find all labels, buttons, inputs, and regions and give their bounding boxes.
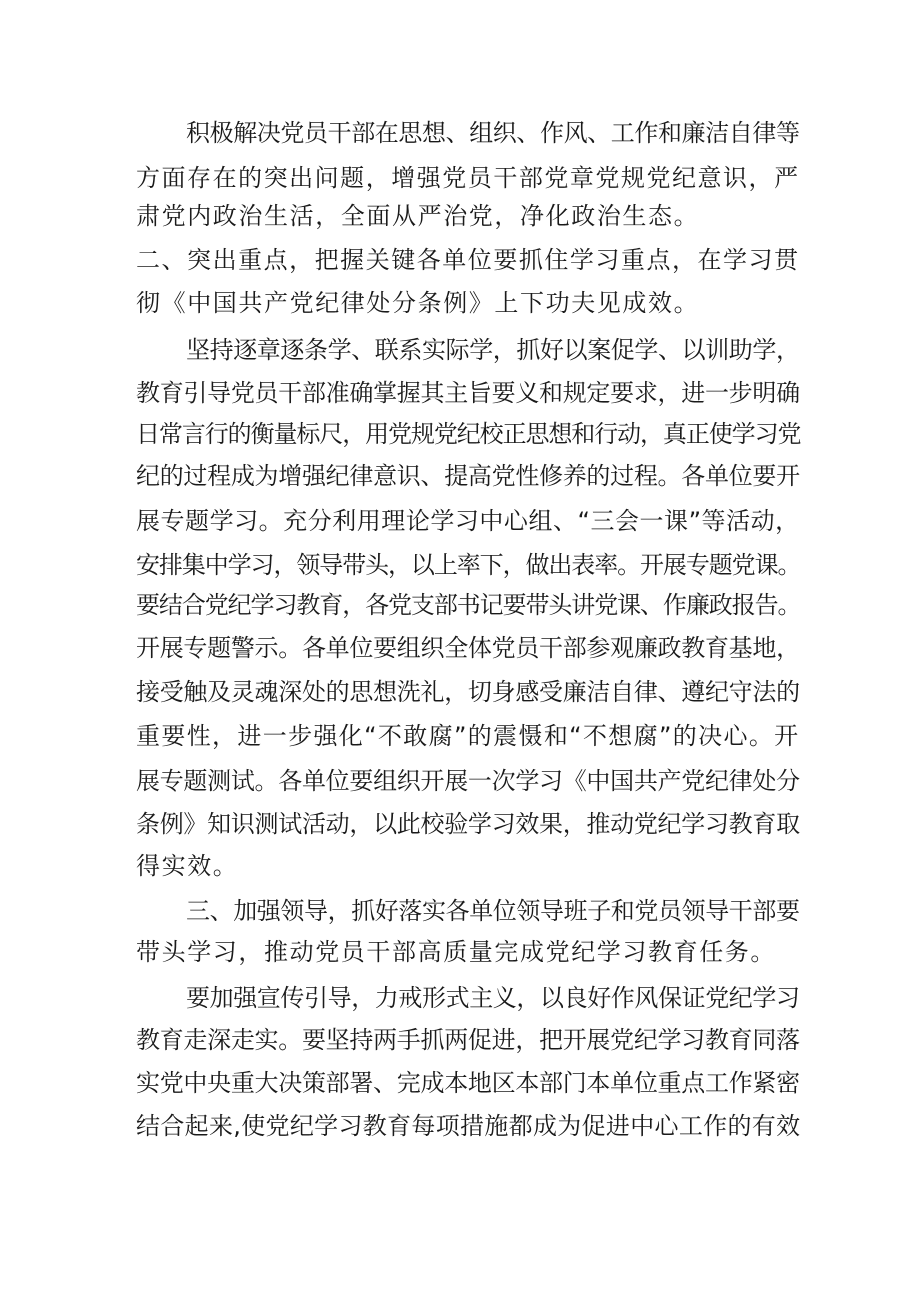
- text-line: 纪的过程成为增强纪律意识、提高党性修养的过程。各单位要开: [136, 462, 800, 490]
- section-heading: 彻《中国共产党纪律处分条例》上下功夫见成效。: [136, 289, 700, 317]
- text-line: 展专题测试。各单位要组织开展一次学习《中国共产党纪律处分: [136, 767, 800, 795]
- section-heading: 带头学习，推动党员干部高质量完成党纪学习教育任务。: [136, 938, 776, 966]
- text-line: 积极解决党员干部在思想、组织、作风、工作和廉洁自律等: [186, 119, 800, 147]
- text-line: 肃党内政治生活，全面从严治党，净化政治生态。: [136, 202, 700, 230]
- text-line: 安排集中学习，领导带头，以上率下，做出表率。开展专题党课。: [136, 551, 801, 579]
- text-line: 接受触及灵魂深处的思想洗礼，切身感受廉洁自律、遵纪守法的: [136, 678, 800, 706]
- text-line: 重要性，进一步强化“不敢腐”的震慑和“不想腐”的决心。开: [136, 722, 800, 750]
- section-heading: 三、加强领导，抓好落实各单位领导班子和党员领导干部要: [186, 897, 800, 925]
- text-line: 开展专题警示。各单位要组织全体党员干部参观廉政教育基地，: [136, 634, 800, 662]
- text-line: 日常言行的衡量标尺，用党规党纪校正思想和行动，真正使学习党: [136, 420, 801, 448]
- text-line: 要结合党纪学习教育，各党支部书记要带头讲党课、作廉政报告。: [136, 591, 801, 619]
- text-line: 坚持逐章逐条学、联系实际学，抓好以案促学、以训助学，: [186, 336, 800, 364]
- section-heading: 二、突出重点，把握关键各单位要抓住学习重点，在学习贯: [136, 246, 800, 274]
- text-line: 要加强宣传引导，力戒形式主义，以良好作风保证党纪学习: [186, 984, 800, 1012]
- text-line: 教育引导党员干部准确掌握其主旨要义和规定要求，进一步明确: [136, 379, 800, 407]
- text-line: 条例》知识测试活动，以此校验学习效果，推动党纪学习教育取: [136, 810, 800, 838]
- text-line: 实党中央重大决策部署、完成本地区本部门本单位重点工作紧密: [136, 1069, 800, 1097]
- text-line: 方面存在的突出问题，增强党员干部党章党规党纪意识，严: [136, 164, 800, 192]
- text-line: 展专题学习。充分利用理论学习中心组、“三会一课”等活动，: [136, 507, 800, 535]
- text-line: 结合起来,使党纪学习教育每项措施都成为促进中心工作的有效: [136, 1112, 801, 1140]
- text-line: 教育走深走实。要坚持两手抓两促进，把开展党纪学习教育同落: [136, 1026, 800, 1054]
- text-line: 得实效。: [136, 852, 239, 880]
